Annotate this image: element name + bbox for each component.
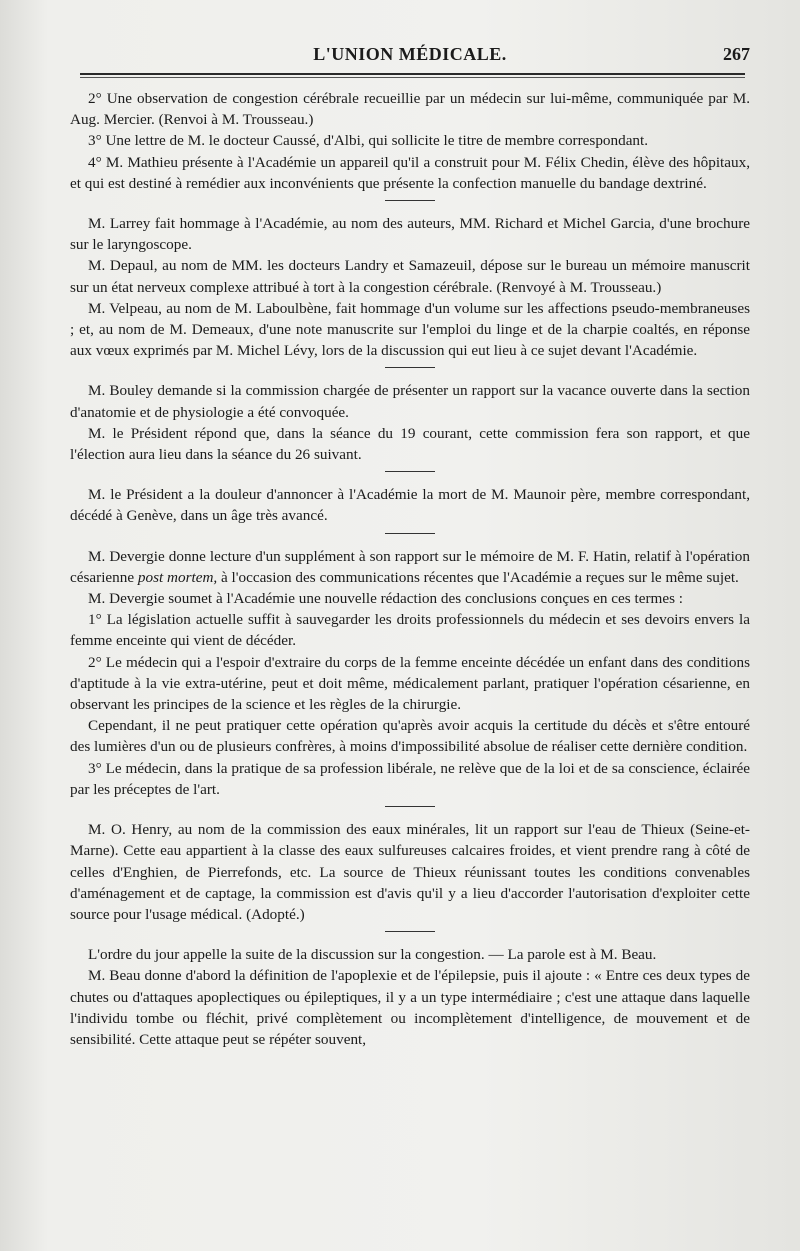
section-separator [385, 533, 435, 534]
paragraph: L'ordre du jour appelle la suite de la discussion sur la congestion. — La parole est à M. Beau. [88, 946, 657, 964]
section-separator [385, 471, 435, 472]
section-separator [385, 931, 435, 932]
section-separator [385, 200, 435, 201]
paragraph: M. Larrey fait hommage à l'Académie, au nom des auteurs, MM. Richard et Michel Garcia, d'une brochure sur le laryngoscope. [70, 215, 750, 254]
paragraph: 2° Le médecin qui a l'espoir d'extraire du corps de la femme enceinte décédée un enfant dans des conditions d'aptitude à la vie extra-utérine, peut et doit même, médicalement parlant, pratiquer l'opération césarienne, en observant les principes de la science et les règles de la chirurgie. [70, 653, 750, 714]
section-separator [385, 806, 435, 807]
paragraph-text: M. Devergie donne lecture d'un supplément à son rapport sur le mémoire de M. F. Hatin, relatif à l'opération césarienne [70, 547, 750, 586]
paragraph: M. O. Henry, au nom de la commission des eaux minérales, lit un rapport sur l'eau de Thieux (Seine-et-Marne). Cette eau appartient à la classe des eaux sulfureuses calcaires froides, et vient prendre rang à côté de celles d'Enghien, de Pierrefonds, etc. La source de Thieux réunissant toutes les conditions convenables d'aménagement et de captage, la commission est d'avis qu'il y a lieu d'accorder l'autorisation d'exploiter cette source pour l'usage médical. (Adopté.) [70, 821, 750, 923]
paragraph: 3° Une lettre de M. le docteur Caussé, d'Albi, qui sollicite le titre de membre correspondant. [88, 132, 649, 150]
article-body [70, 88, 750, 1050]
paragraph: 3° Le médecin, dans la pratique de sa profession libérale, ne relève que de la loi et de sa conscience, éclairée par les préceptes de l'art. [70, 759, 750, 798]
paragraph [70, 546, 750, 588]
journal-title: L'UNION MÉDICALE. [313, 44, 507, 64]
paragraph: 2° Une observation de congestion cérébrale recueillie par un médecin sur lui-même, communiquée par M. Aug. Mercier. (Renvoi à M. Trousseau.) [70, 90, 750, 129]
latin-term: post mortem, [137, 568, 218, 586]
header-rule-thin [80, 77, 745, 78]
paragraph: M. le Président répond que, dans la séance du 19 courant, cette commission fera son rapport, et que l'élection aura lieu dans la séance du 26 suivant. [70, 424, 750, 464]
paragraph: M. Depaul, au nom de MM. les docteurs Landry et Samazeuil, dépose sur le bureau un mémoire manuscrit sur un état nerveux complexe attribué à tort à la congestion cérébrale. (Renvoyé à M. Trousseau.) [70, 257, 750, 296]
paragraph: M. Devergie soumet à l'Académie une nouvelle rédaction des conclusions conçues en ces termes : [88, 590, 683, 608]
paragraph: 1° La législation actuelle suffit à sauvegarder les droits professionnels du médecin et ses devoirs envers la femme enceinte qui vient de décéder. [70, 611, 750, 650]
section-separator [385, 367, 435, 368]
page-number: 267 [723, 44, 750, 64]
paragraph: M. le Président a la douleur d'annoncer à l'Académie la mort de M. Maunoir père, membre correspondant, décédé à Genève, dans un âge très avancé. [70, 486, 750, 525]
header-rule [80, 73, 745, 75]
paragraph: M. Beau donne d'abord la définition de l'apoplexie et de l'épilepsie, puis il ajoute : « Entre ces deux types de chutes ou d'attaques apoplectiques ou épileptiques, il y a un type intermédiaire ; c'est une attaque dans laquelle l'individu tombe ou fléchit, privé complètement ou incomplètement d'intelligence, de mouvement et de sensibilité. Cette attaque peut se répéter souvent, [70, 967, 750, 1048]
paragraph-text: à l'occasion des communications récentes que l'Académie a reçues sur le même sujet. [217, 568, 739, 586]
paragraph: 4° M. Mathieu présente à l'Académie un appareil qu'il a construit pour M. Félix Chedin, élève des hôpitaux, et qui est destiné à remédier aux inconvénients que présente la confection manuelle du bandage dextriné. [70, 153, 750, 192]
running-header [70, 44, 750, 70]
paragraph: M. Bouley demande si la commission chargée de présenter un rapport sur la vacance ouverte dans la section d'anatomie et de physiologie a été convoquée. [70, 382, 750, 421]
paragraph: Cependant, il ne peut pratiquer cette opération qu'après avoir acquis la certitude du décès et s'être entouré des lumières d'un ou de plusieurs confrères, à moins d'impossibilité absolue de réaliser cette dernière condition. [70, 717, 750, 756]
paragraph: M. Velpeau, au nom de M. Laboulbène, fait hommage d'un volume sur les affections pseudo-membraneuses ; et, au nom de M. Demeaux, d'une note manuscrite sur l'emploi du linge et de la charpie coaltés, en réponse aux vœux exprimés par M. Michel Lévy, lors de la discussion qui eut lieu à ce sujet devant l'Académie. [70, 299, 750, 360]
